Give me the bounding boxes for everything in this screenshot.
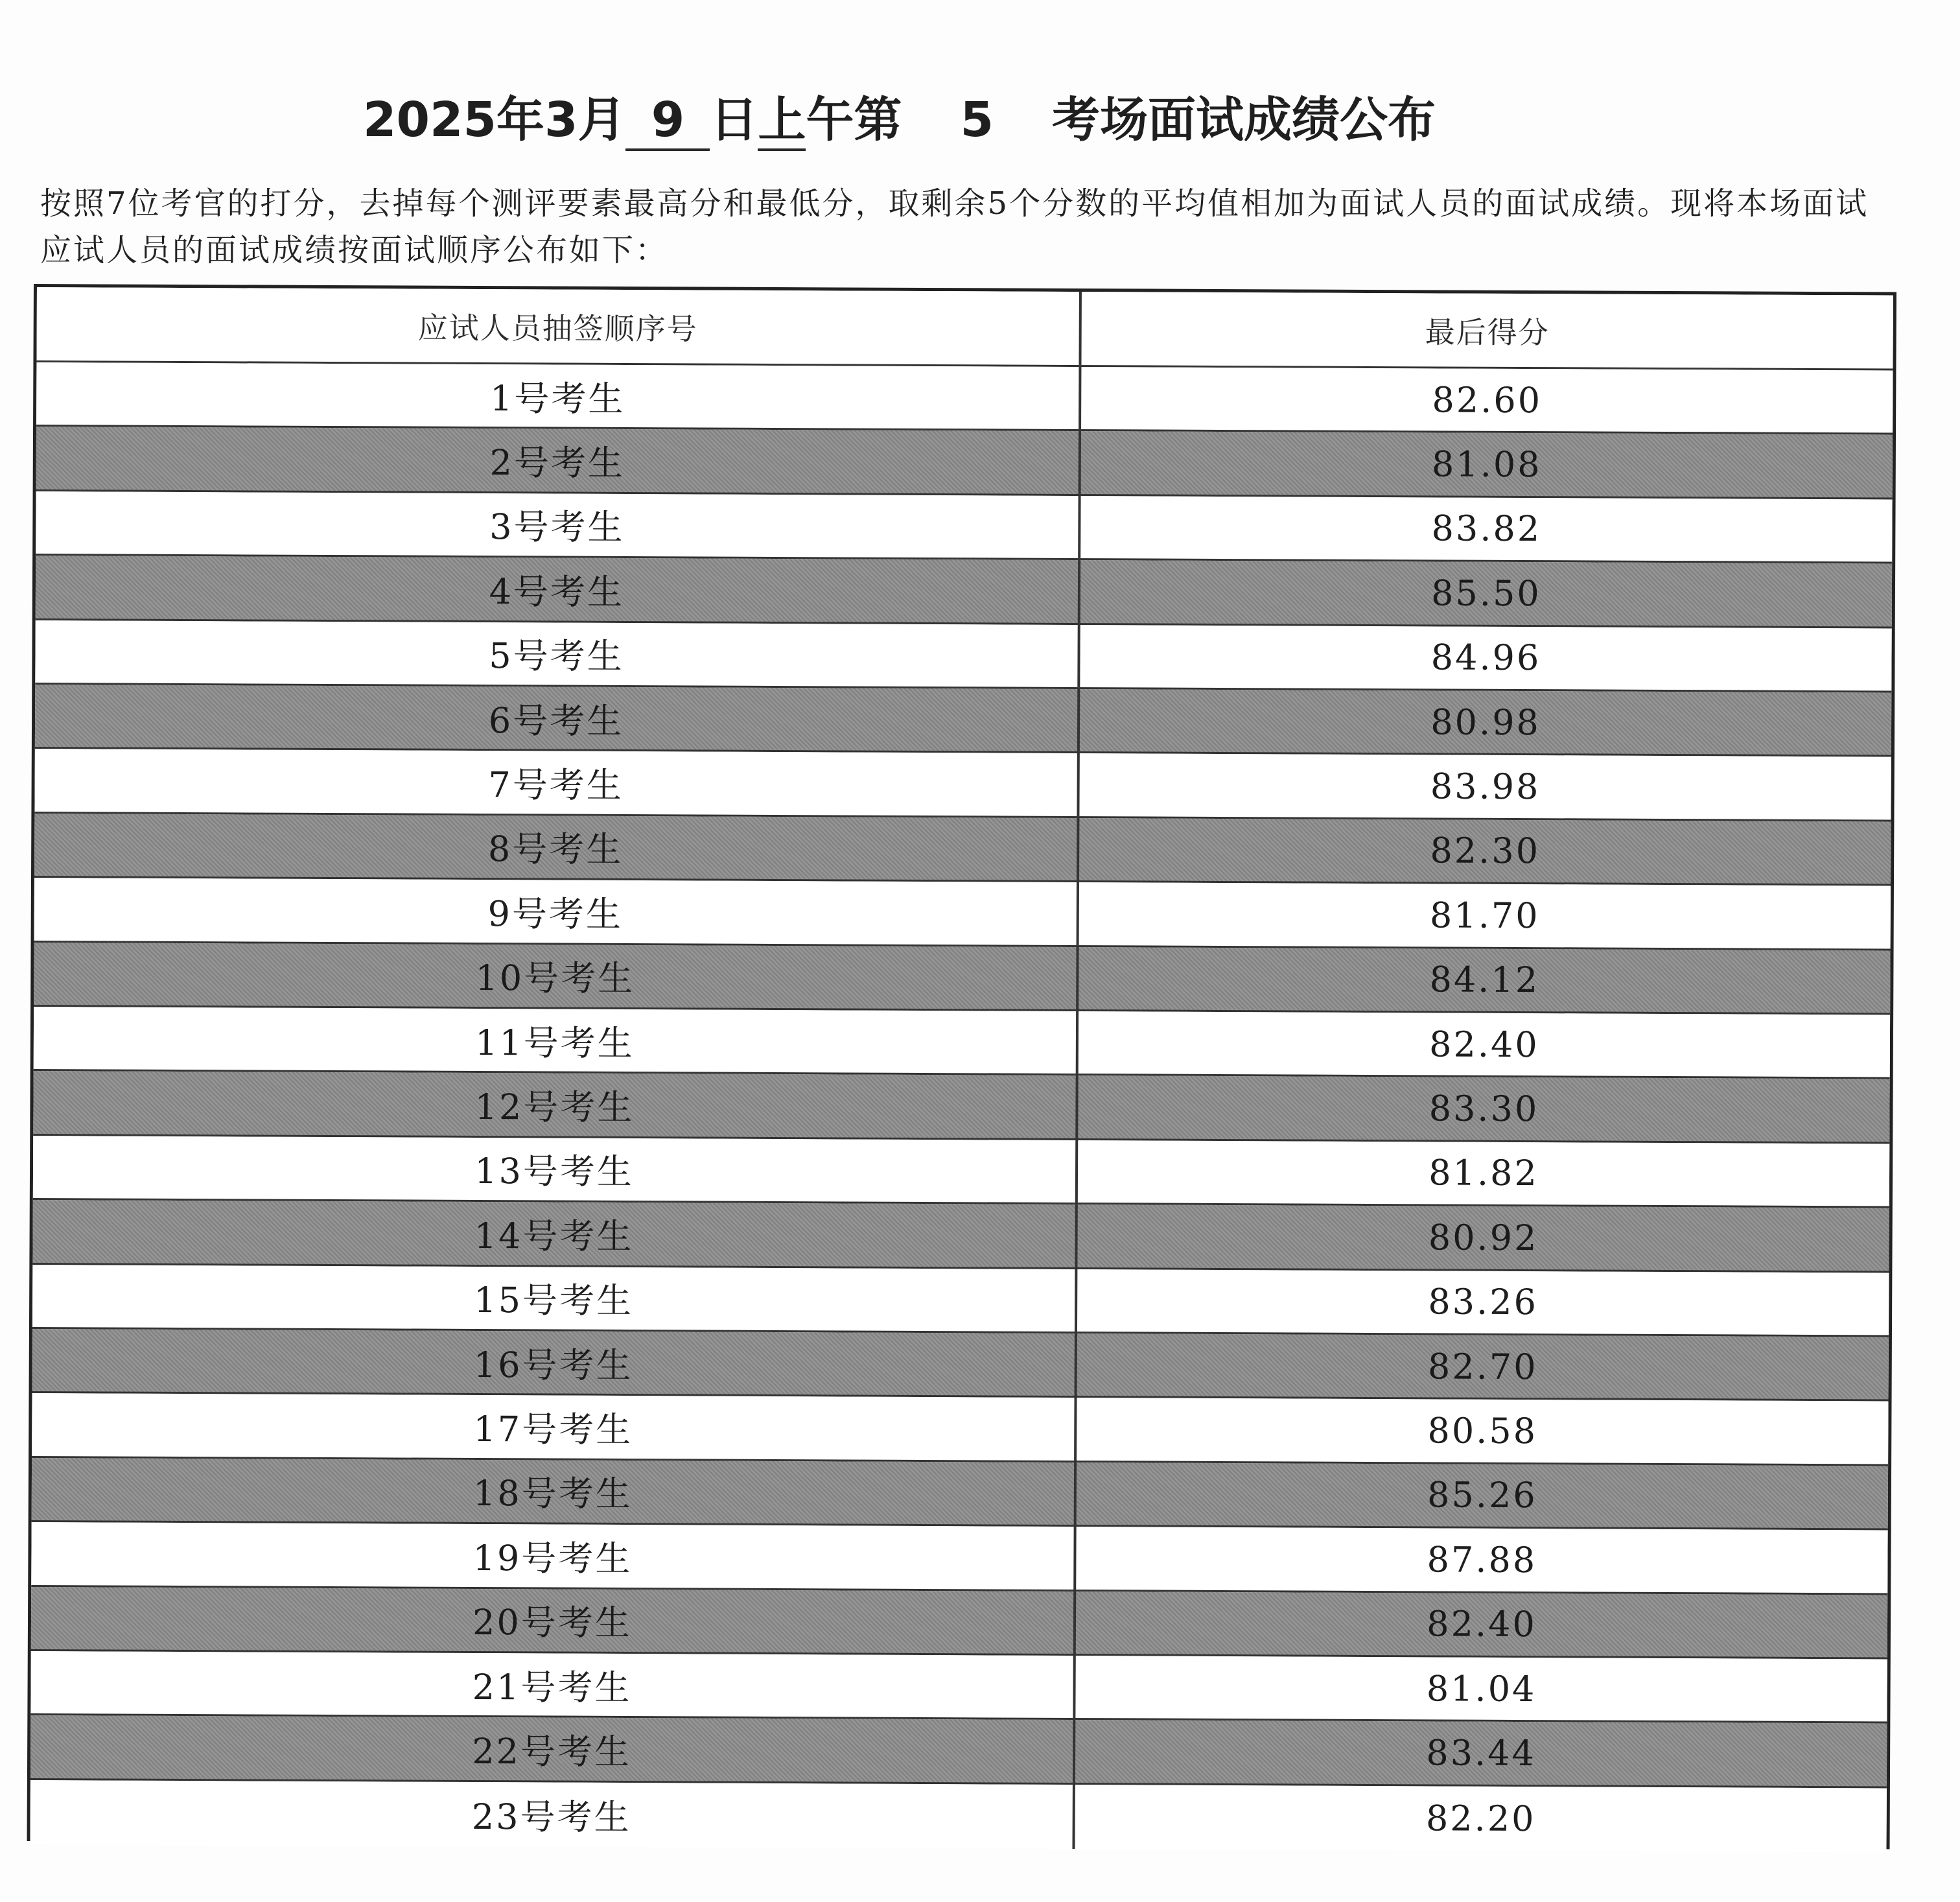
score-cell: 80.98	[1430, 701, 1541, 743]
candidate-cell: 17号考生	[32, 1393, 1077, 1460]
candidate-cell: 21号考生	[30, 1651, 1075, 1718]
title-room-number: 5	[960, 92, 994, 148]
table-row	[36, 556, 1892, 628]
score-cell: 85.50	[1431, 572, 1541, 615]
title-day: 9	[625, 91, 710, 151]
table-row	[32, 1265, 1889, 1337]
candidate-cell: 14号考生	[32, 1200, 1077, 1267]
title-period-suffix: 午第	[806, 92, 902, 148]
score-cell: 82.60	[1432, 379, 1543, 421]
score-cell: 82.70	[1427, 1346, 1538, 1387]
table-row	[35, 620, 1891, 693]
score-cell: 82.30	[1430, 830, 1541, 872]
score-cell: 80.58	[1427, 1410, 1538, 1452]
title-suffix: 考场面试成绩公布	[1051, 92, 1436, 148]
table-row	[35, 685, 1891, 757]
candidate-cell: 7号考生	[34, 749, 1079, 816]
table-row	[34, 943, 1890, 1015]
table-row	[33, 1071, 1889, 1144]
candidate-cell: 23号考生	[30, 1780, 1075, 1849]
score-cell: 81.04	[1426, 1668, 1537, 1709]
candidate-cell: 8号考生	[34, 814, 1079, 880]
table-row	[30, 1651, 1887, 1724]
score-cell: 84.96	[1430, 637, 1541, 679]
score-cell: 81.08	[1431, 443, 1542, 486]
candidate-cell: 16号考生	[32, 1329, 1077, 1396]
score-cell: 81.70	[1429, 895, 1540, 937]
table-row	[32, 1458, 1888, 1531]
score-cell: 84.12	[1429, 959, 1540, 1001]
score-cell: 82.20	[1425, 1798, 1536, 1840]
candidate-cell: 9号考生	[34, 878, 1079, 945]
candidate-cell: 6号考生	[35, 685, 1080, 751]
score-cell: 82.40	[1429, 1024, 1539, 1065]
score-cell: 81.82	[1429, 1152, 1539, 1194]
candidate-cell: 18号考生	[32, 1458, 1077, 1525]
candidate-cell: 4号考生	[36, 556, 1080, 622]
title-period: 上	[758, 91, 806, 151]
score-cell: 83.44	[1426, 1732, 1537, 1774]
score-cell: 83.82	[1431, 508, 1542, 550]
title-day-suffix: 日	[710, 92, 758, 148]
page-title	[363, 84, 1659, 156]
candidate-cell: 22号考生	[30, 1715, 1075, 1782]
score-cell: 83.30	[1429, 1088, 1539, 1130]
candidate-cell: 2号考生	[36, 427, 1081, 493]
table-row	[34, 878, 1891, 950]
table-row	[30, 1715, 1887, 1788]
candidate-cell: 12号考生	[33, 1071, 1078, 1138]
table-row	[30, 1780, 1886, 1853]
candidate-cell: 13号考生	[33, 1136, 1078, 1203]
table-row	[36, 491, 1892, 564]
score-table	[27, 284, 1896, 1849]
header-final-score: 最后得分	[1425, 314, 1550, 350]
table-row	[36, 427, 1893, 499]
candidate-cell: 20号考生	[31, 1587, 1076, 1654]
table-row	[32, 1393, 1888, 1466]
candidate-cell: 5号考生	[35, 620, 1080, 687]
candidate-cell: 11号考生	[34, 1007, 1079, 1074]
candidate-cell: 10号考生	[34, 943, 1079, 1009]
score-cell: 83.26	[1428, 1281, 1539, 1323]
table-row	[32, 1329, 1889, 1402]
candidate-cell: 15号考生	[32, 1265, 1077, 1332]
score-cell: 82.40	[1427, 1603, 1537, 1645]
score-cell: 87.88	[1427, 1539, 1537, 1581]
score-cell: 80.92	[1428, 1217, 1539, 1259]
intro-paragraph: 按照7位考官的打分，去掉每个测评要素最高分和最低分，取剩余5个分数的平均值相加为面试人员的面试成绩。现将本场面试应试人员的面试成绩按面试顺序公布如下：	[40, 185, 1869, 268]
table-header-row	[36, 287, 1893, 370]
table-row	[34, 1007, 1890, 1079]
table-row	[33, 1136, 1889, 1208]
candidate-cell: 3号考生	[36, 491, 1080, 558]
candidate-cell: 19号考生	[31, 1522, 1076, 1589]
title-date-prefix: 2025年3月	[363, 92, 626, 148]
score-cell: 85.26	[1427, 1474, 1537, 1516]
table-row	[31, 1522, 1887, 1595]
table-row	[32, 1200, 1889, 1273]
table-row	[34, 814, 1891, 886]
table-row	[31, 1587, 1887, 1660]
table-row	[34, 749, 1891, 821]
table-row	[36, 362, 1893, 435]
header-candidate-order: 应试人员抽签顺序号	[36, 287, 1081, 365]
candidate-cell: 1号考生	[36, 362, 1081, 429]
score-cell: 83.98	[1430, 766, 1541, 808]
